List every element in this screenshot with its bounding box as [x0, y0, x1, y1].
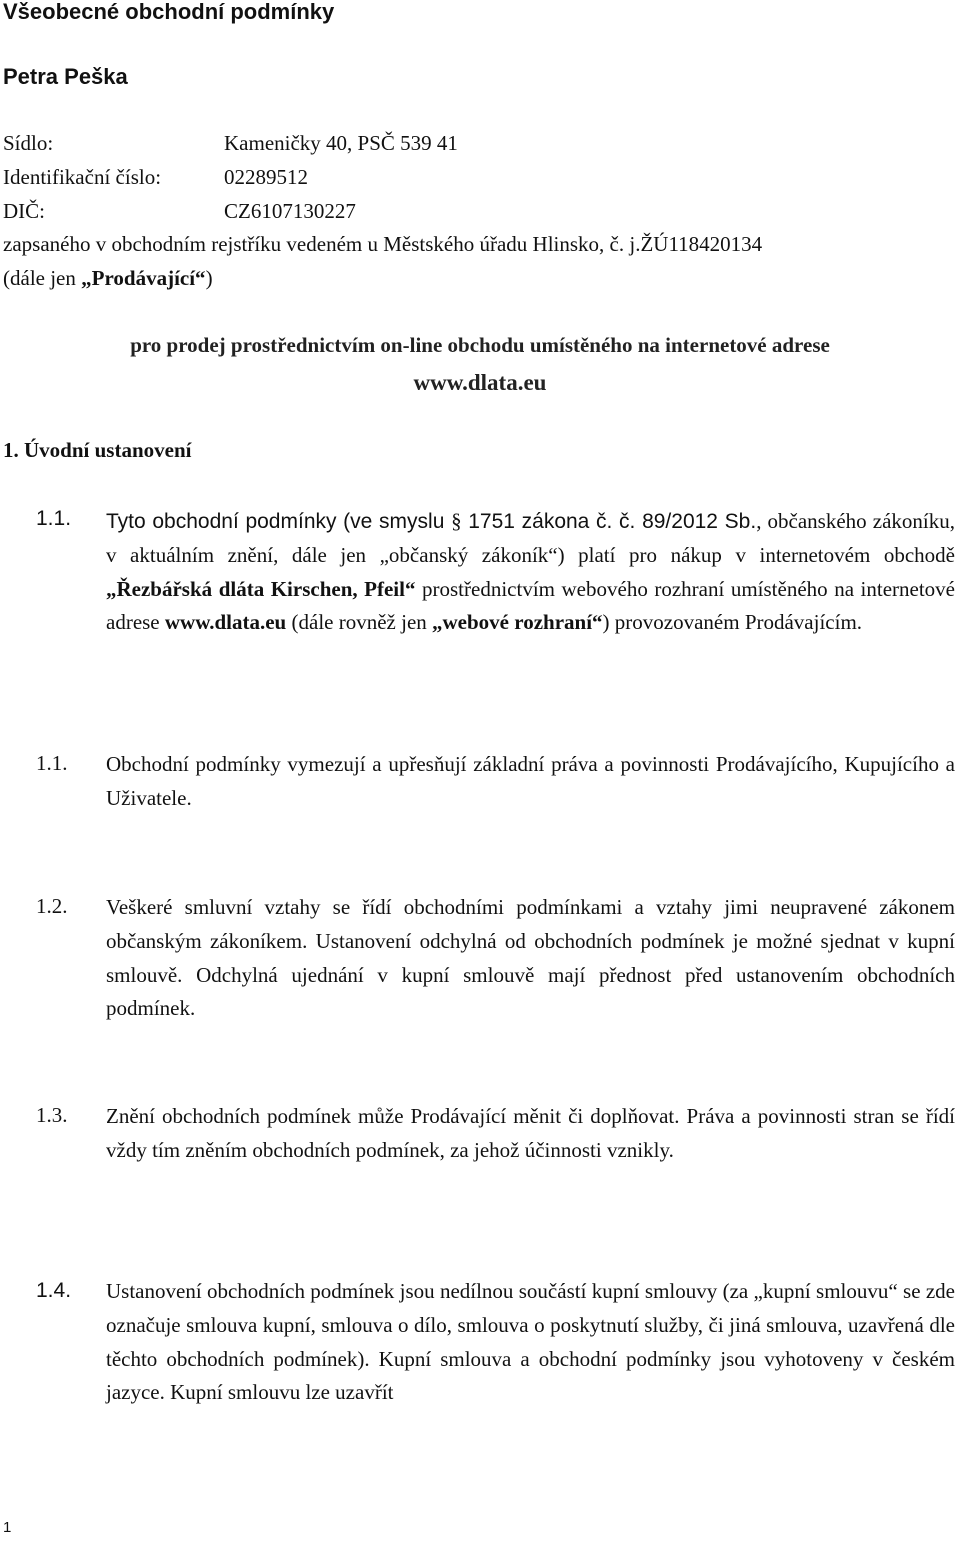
- paragraph-text: 1751 zákona č. č. 89/2012 Sb.: [461, 510, 757, 533]
- paragraph-text: , občanského zákoníku, v aktuálním znění, dále jen „občanský zákoník“) platí pro nákup v internetovém obchodě: [106, 509, 955, 567]
- seller-definition-prefix: (dále jen: [3, 266, 82, 290]
- paragraph-1-4: Ustanovení obchodních podmínek jsou nedílnou součástí kupní smlouvy (za „kupní smlouvu“ se zde označuje smlouva kupní, smlouva o dílo, smlouva o poskytnutí služby, či jiná smlouva, uzavřená dle těchto obchodních podmínek). Kupní smlouva a obchodní podmínky jsou vyhotoveny v českém jazyce. Kupní smlouvu lze uzavřít: [106, 1279, 955, 1405]
- section-sign: §: [451, 509, 462, 533]
- paragraph-number: 1.1.: [36, 751, 68, 775]
- paragraph-number: 1.2.: [36, 894, 68, 918]
- paragraph-1-1b: Obchodní podmínky vymezují a upřesňují základní práva a povinnosti Prodávajícího, Kupujícího a Uživatele.: [106, 752, 955, 810]
- intro-tagline: pro prodej prostřednictvím on-line obchodu umístěného na internetové adrese: [130, 333, 830, 357]
- seller-definition-suffix: ): [205, 266, 213, 290]
- seller-definition: [3, 266, 213, 291]
- section-heading: 1. Úvodní ustanovení: [3, 438, 192, 462]
- website-url: www.dlata.eu: [413, 370, 547, 395]
- seller-definition-term: „Prodávající“: [81, 266, 206, 290]
- paragraph-text: prostřednictvím webového rozhraní umístěného na internetové adrese: [106, 576, 956, 635]
- paragraph-number: 1.1.: [36, 507, 72, 530]
- paragraph-1-2: Veškeré smluvní vztahy se řídí obchodními podmínkami a vztahy jimi neupravené zákonem občanským zákoníkem. Ustanovení odchylná od obchodních podmínek je možné sjednat v kupní smlouvě. Odchylná ujednání v kupní smlouvě mají přednost před ustanovením obchodních podmínek.: [106, 895, 955, 1021]
- shop-name: „Řezbářská dláta Kirschen, Pfeil“: [106, 576, 416, 601]
- id-number-label: Identifikační číslo:: [3, 165, 162, 189]
- document-title: Všeobecné obchodní podmínky: [3, 0, 335, 24]
- id-number-value: 02289512: [224, 165, 308, 189]
- seat-value: Kameničky 40, PSČ 539 41: [224, 131, 458, 155]
- website-url-inline: www.dlata.eu: [164, 610, 287, 635]
- vat-id-value: CZ6107130227: [224, 199, 356, 223]
- vat-id-label: DIČ:: [3, 199, 45, 223]
- paragraph-number: 1.3.: [36, 1103, 68, 1127]
- company-name: Petra Peška: [3, 64, 128, 89]
- seat-label: Sídlo:: [3, 131, 54, 155]
- page-number: 1: [3, 1519, 12, 1536]
- paragraph-text: ) provozovaném Prodávajícím.: [602, 610, 863, 635]
- register-line: zapsaného v obchodním rejstříku vedeném u Městského úřadu Hlinsko, č. j.ŽÚ118420134: [3, 232, 763, 256]
- paragraph-1-3: Znění obchodních podmínek může Prodávající měnit či doplňovat. Práva a povinnosti stran se řídí vždy tím zněním obchodních podmínek, za jehož účinnosti vznikly.: [106, 1104, 955, 1162]
- paragraph-text: Tyto obchodní podmínky (ve smyslu: [106, 510, 452, 533]
- paragraph-1-1: [106, 505, 955, 640]
- paragraph-text: (dále rovněž jen: [286, 610, 433, 635]
- web-interface-term: „webové rozhraní“: [432, 610, 603, 635]
- paragraph-number: 1.4.: [36, 1279, 72, 1302]
